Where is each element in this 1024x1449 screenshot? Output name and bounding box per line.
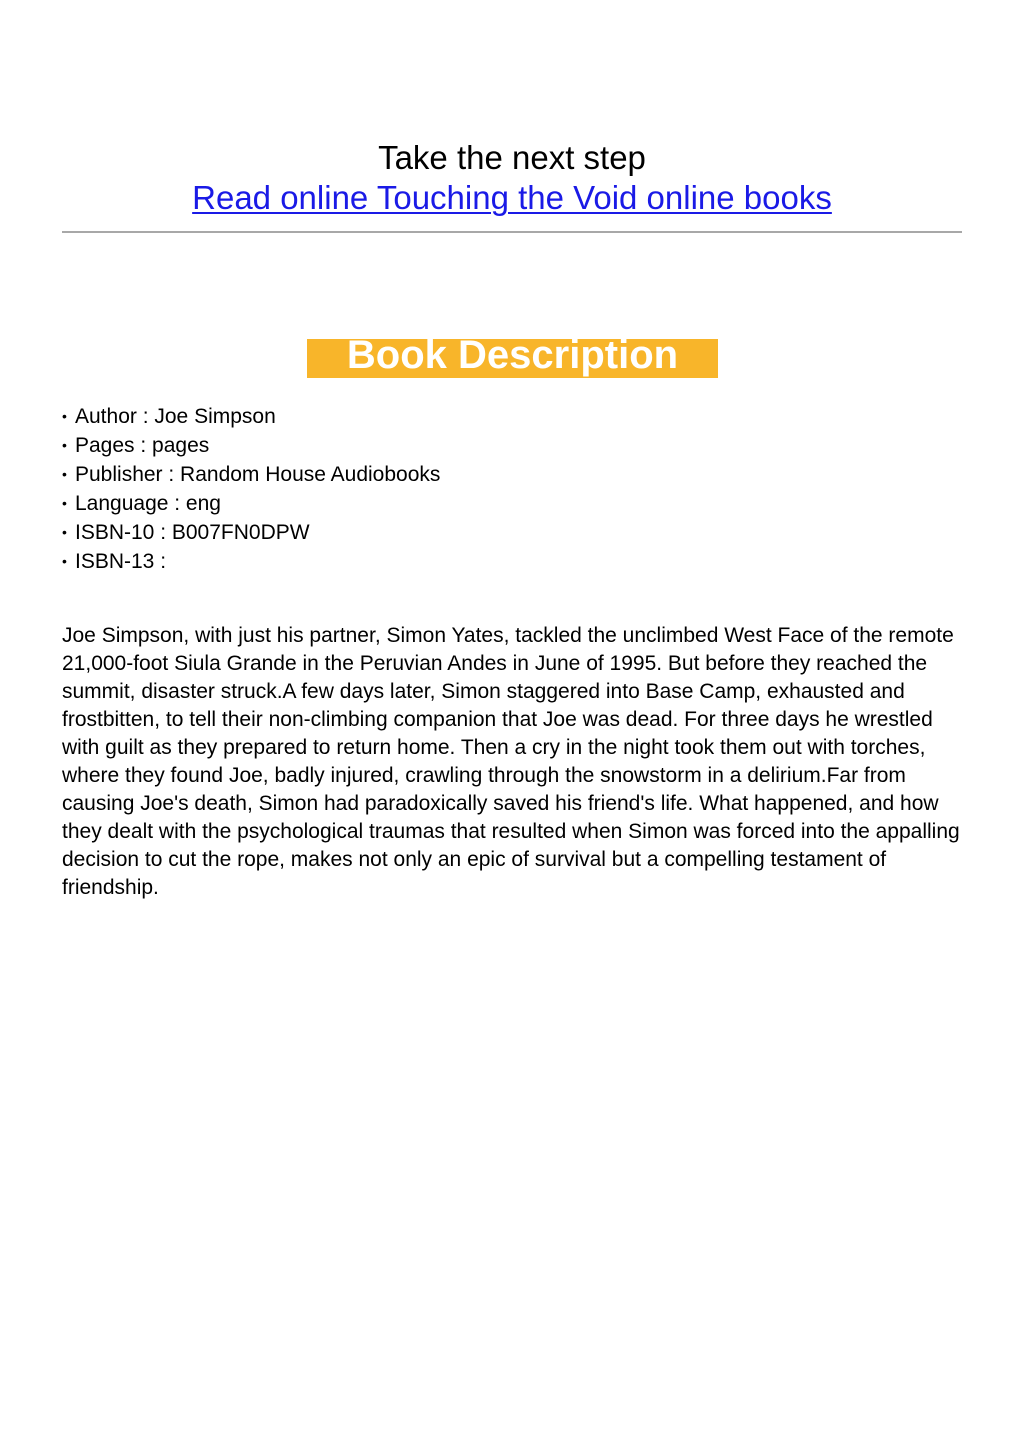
detail-language	[62, 489, 440, 518]
detail-isbn-13	[62, 547, 440, 576]
bullet-icon: •	[62, 553, 67, 569]
header-divider	[62, 231, 962, 233]
detail-text: Publisher : Random House Audiobooks	[75, 463, 441, 486]
detail-isbn-10	[62, 518, 440, 547]
detail-text: ISBN-13 :	[75, 550, 167, 573]
detail-text: Author : Joe Simpson	[75, 405, 276, 428]
bullet-icon: •	[62, 466, 67, 482]
bullet-icon: •	[62, 408, 67, 424]
section-banner	[307, 333, 718, 378]
detail-pages	[62, 431, 440, 460]
bullet-icon: •	[62, 495, 67, 511]
bullet-icon: •	[62, 437, 67, 453]
header	[0, 138, 1024, 218]
detail-text: Pages : pages	[75, 434, 210, 457]
book-details-list	[62, 402, 440, 576]
detail-author	[62, 402, 440, 431]
book-description: Joe Simpson, with just his partner, Simon Yates, tackled the unclimbed West Face of the remote 21,000-foot Siula Grande in the Peruvian Andes in June of 1995. But before they reached the summit, disaster struck.A few days later, Simon staggered into Base Camp, exhausted and frostbitten, to tell their non-climbing companion that Joe was dead. For three days he wrestled with guilt as they prepared to return home. Then a cry in the night took them out with torches, where they found Joe, badly injured, crawling through the snowstorm in a delirium.Far from causing Joe's death, Simon had paradoxically saved his friend's life. What happened, and how they dealt with the psychological traumas that resulted when Simon was forced into the appalling decision to cut the rope, makes not only an epic of survival but a compelling testament of friendship.	[62, 624, 960, 899]
detail-text: Language : eng	[75, 492, 221, 515]
header-title: Take the next step	[378, 139, 646, 176]
section-title: Book Description	[346, 333, 679, 377]
bullet-icon: •	[62, 524, 67, 540]
read-online-link[interactable]: Read online Touching the Void online books	[192, 179, 832, 216]
detail-text: ISBN-10 : B007FN0DPW	[75, 521, 310, 544]
detail-publisher	[62, 460, 440, 489]
